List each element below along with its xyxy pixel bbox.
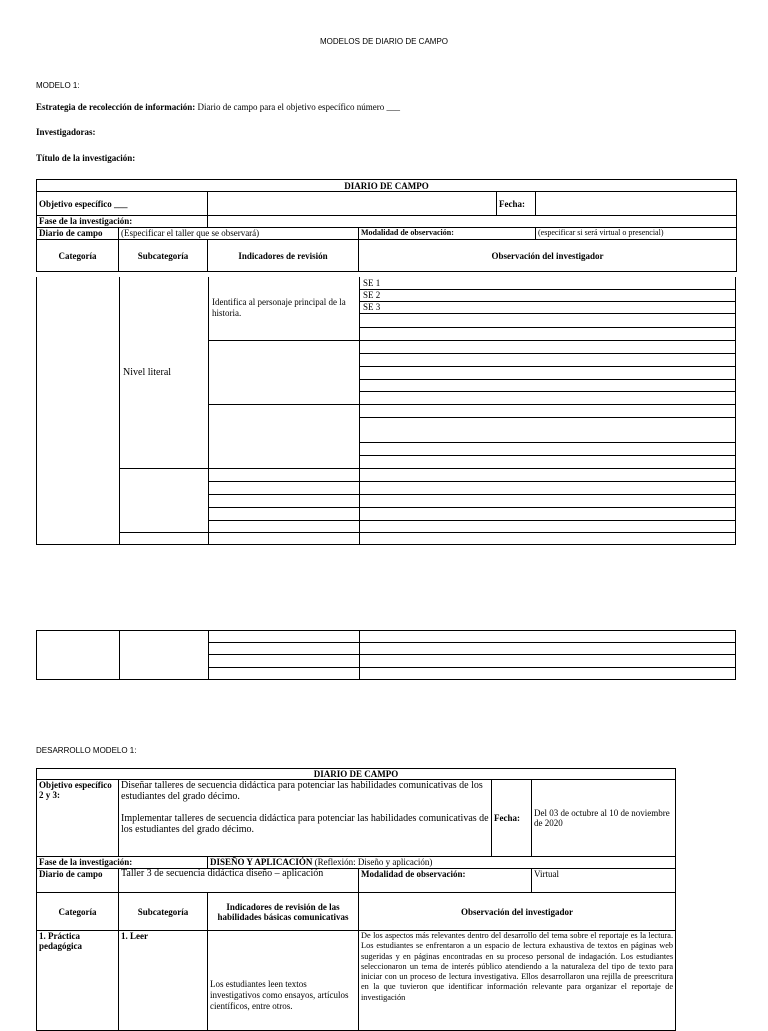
table2-objetivo-label: Objetivo específico 2 y 3:	[37, 780, 119, 857]
table2-fecha-label: Fecha:	[492, 780, 532, 857]
se-1-label: SE 1	[363, 278, 381, 288]
table1-col-indicadores: Indicadores de revisión	[208, 240, 359, 272]
table1-fase-label: Fase de la investigación:	[37, 216, 208, 228]
table2-indicador-value: Los estudiantes leen textos investigativos como ensayos, artículos científicos, entre otros.	[210, 979, 349, 1011]
se-3-label: SE 3	[363, 302, 381, 312]
objetivo-paragraph-1: Diseñar talleres de secuencia didáctica para potenciar las habilidades comunicativas de los estudiantes del grado décimo.	[121, 780, 483, 802]
table2-diario-label: Diario de campo	[37, 869, 119, 893]
table1-fecha-label: Fecha:	[497, 192, 536, 216]
table1-fecha-value[interactable]	[536, 192, 737, 216]
table2-observacion-value: De los aspectos más relevantes dentro del desarrollo del tema sobre el reportaje es la lectura. Los estudiantes se enfrentaron a un espacio de lectura exhaustiva de textos en páginas web sugeridas y en páginas encontradas en su proceso personal de indagación. Los estudiantes seleccionaron un tema de interés público atendiendo a la naturaleza del tipo de texto para iniciar con un proceso de lectura investigativa. Ellos desarrollaron una rejilla de preescritura en la que tuvieron que identificar información relevante para organizar el reportaje de investigación	[359, 931, 676, 1031]
titulo-line	[36, 153, 135, 163]
estrategia-line	[36, 102, 400, 112]
se-2-label: SE 2	[363, 290, 381, 300]
table2-categoria-value: 1. Práctica pedagógica	[37, 931, 119, 1031]
table2-fase-value	[208, 857, 676, 869]
table2-col-observacion: Observación del investigador	[359, 893, 676, 931]
indicador-1: Identifica al personaje principal de la historia.	[212, 297, 346, 318]
table2-fase-value-rest: (Reflexión: Diseño y aplicación)	[314, 857, 433, 867]
nivel-literal-label: Nivel literal	[123, 367, 172, 378]
table1-continuation	[36, 630, 736, 680]
table2-subcategoria-value: 1. Leer	[119, 931, 208, 1031]
table1-col-categoria: Categoría	[37, 240, 119, 272]
table1-header: DIARIO DE CAMPO	[37, 180, 737, 192]
table2-col-categoria: Categoría	[37, 893, 119, 931]
table1-body	[36, 277, 736, 545]
table1-diario-value: (Especificar el taller que se observará)	[119, 228, 359, 240]
table1-modalidad-label: Modalidad de observación:	[359, 228, 536, 240]
estrategia-label: Estrategia de recolección de información:	[36, 102, 196, 112]
table1-objetivo-value[interactable]	[208, 192, 497, 216]
table1-diario-label: Diario de campo	[37, 228, 119, 240]
table2-indicador-cell	[208, 931, 359, 1031]
table2-fecha-value: Del 03 de octubre al 10 de noviembre de 2020	[532, 780, 676, 857]
modelo1-heading: MODELO 1:	[36, 81, 80, 90]
diario-campo-table-2	[36, 768, 676, 1031]
table2-fase-value-bold: DISEÑO Y APLICACIÓN	[210, 857, 313, 867]
table2-header: DIARIO DE CAMPO	[37, 769, 676, 780]
table1-col-observacion: Observación del investigador	[359, 240, 737, 272]
table2-modalidad-label: Modalidad de observación:	[359, 869, 532, 893]
objetivo-paragraph-2: Implementar talleres de secuencia didáctica para potenciar las habilidades comunicativas de los estudiantes del grado décimo.	[121, 813, 489, 835]
table2-col-subcategoria: Subcategoría	[119, 893, 208, 931]
table2-modalidad-value: Virtual	[532, 869, 676, 893]
desarrollo-heading: DESARROLLO MODELO 1:	[36, 746, 137, 755]
diario-campo-table-1	[36, 179, 737, 272]
table2-diario-value: Taller 3 de secuencia didáctica diseño – aplicación	[119, 869, 359, 893]
table2-col-indicadores: Indicadores de revisión de las habilidades básicas comunicativas	[208, 893, 359, 931]
table1-objetivo-label: Objetivo específico ___	[37, 192, 208, 216]
table2-fase-label: Fase de la investigación:	[37, 857, 208, 869]
investigadoras-label: Investigadoras:	[36, 127, 96, 137]
estrategia-value: Diario de campo para el objetivo específico número ___	[197, 102, 400, 112]
table1-modalidad-value: (especificar si será virtual o presencial)	[536, 228, 737, 240]
table1-col-subcategoria: Subcategoría	[119, 240, 208, 272]
table2-objetivo-value	[119, 780, 492, 857]
investigadoras-line	[36, 127, 96, 137]
table1-fase-value[interactable]	[208, 216, 737, 228]
document-title: MODELOS DE DIARIO DE CAMPO	[319, 37, 449, 46]
titulo-label: Título de la investigación:	[36, 153, 136, 163]
